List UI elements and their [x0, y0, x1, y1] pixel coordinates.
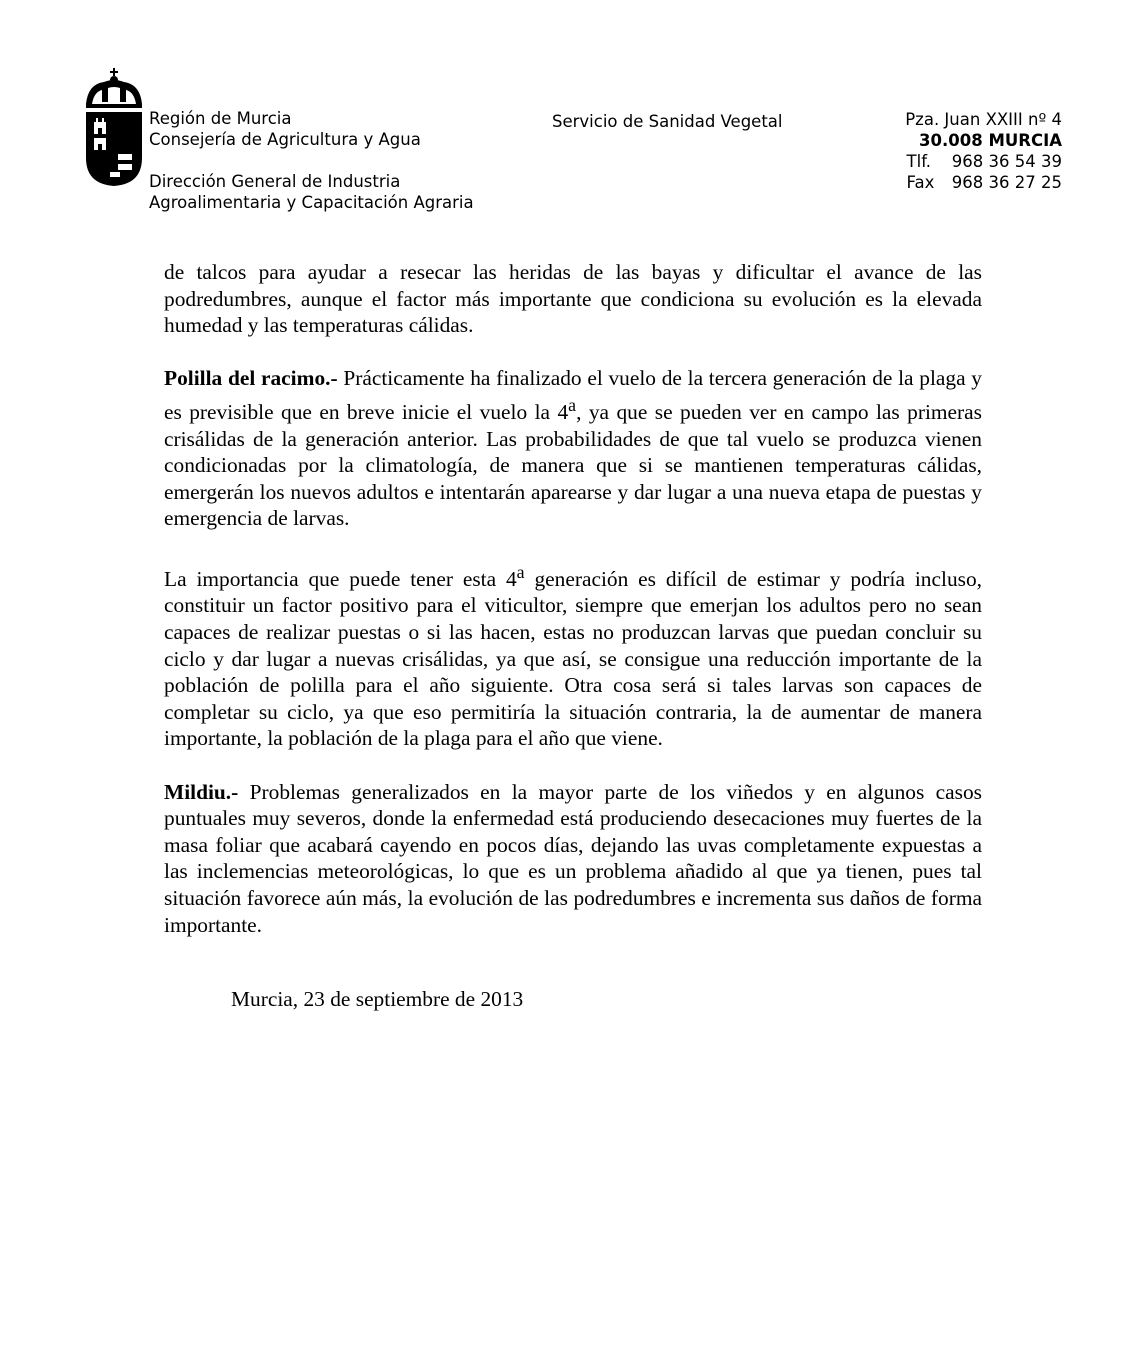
- polilla-text-1: Prácticamente ha finalizado el vuelo de la tercera generación de la plaga y es previsible que en breve inicie el vuelo la 4: [164, 366, 982, 425]
- address-city: 30.008 MURCIA: [919, 131, 1062, 150]
- org-region: Región de Murcia: [149, 109, 292, 128]
- address-phone: [905, 151, 1062, 172]
- fax-label: Fax: [906, 173, 935, 192]
- org-directorate-cont: Agroalimentaria y Capacitación Agraria: [149, 193, 474, 212]
- importancia-text-1: La importancia que puede tener esta 4: [164, 566, 517, 591]
- phone-label: Tlf.: [906, 152, 932, 171]
- paragraph-mildiu: [164, 779, 982, 939]
- importancia-superscript: a: [516, 561, 525, 582]
- signoff-date: Murcia, 23 de septiembre de 2013: [231, 987, 524, 1011]
- address-street: Pza. Juan XXIII nº 4: [905, 110, 1062, 129]
- org-directorate: Dirección General de Industria: [149, 172, 401, 191]
- header-service: Servicio de Sanidad Vegetal: [552, 112, 783, 131]
- phone-number: 968 36 54 39: [951, 152, 1062, 171]
- header-organization: [149, 108, 474, 213]
- polilla-text-2: , ya que se pueden ver en campo las primeras crisálidas de la generación anterior. Las probabilidades de que tal vuelo se produzca vienen condicionadas por la climatología, de manera que si se mantienen temperaturas cálidas, emergerán los nuevos adultos e intentarán aparearse y dar lugar a una nueva etapa de puestas y emergencia de larvas.: [164, 400, 982, 531]
- org-department: Consejería de Agricultura y Agua: [149, 130, 421, 149]
- region-coat-of-arms-icon: [82, 68, 146, 188]
- document-body: [164, 259, 982, 965]
- importancia-text-2: generación es difícil de estimar y podría incluso, constituir un factor positivo para el viticultor, siempre que emerjan los adultos pero no sean capaces de realizar puestas o si las hacen, estas no produzcan larvas que puedan concluir su ciclo y dar lugar a nuevas crisálidas, ya que así, se consigue una reducción importante de la población de polilla para el año siguiente. Otra cosa será si tales larvas son capaces de completar su ciclo, ya que eso permitiría la situación contraria, la de aumentar de manera importante, la población de la plaga para el año que viene.: [164, 566, 983, 751]
- paragraph-importancia: [164, 559, 982, 752]
- mildiu-heading: Mildiu.-: [164, 779, 239, 804]
- paragraph-talcos: de talcos para ayudar a resecar las heridas de las bayas y dificultar el avance de las podredumbres, aunque el factor más importante que condiciona su evolución es la elevada humedad y las temperaturas cálidas.: [164, 260, 982, 338]
- mildiu-text: Problemas generalizados en la mayor parte de los viñedos y en algunos casos puntuales muy severos, donde la enfermedad está produciendo desecaciones muy fuertes de la masa foliar que acabará cayendo en pocos días, dejando las uvas completamente expuestas a las inclemencias meteorológicas, lo que es un problema añadido al que ya tienen, pues tal situación favorece aún más, la evolución de las podredumbres e incrementa sus daños de forma importante.: [164, 779, 982, 937]
- polilla-superscript: a: [568, 394, 577, 415]
- header-address: [905, 109, 1062, 193]
- polilla-heading: Polilla del racimo.-: [164, 366, 338, 391]
- paragraph-polilla: [164, 365, 982, 532]
- fax-number: 968 36 27 25: [951, 173, 1062, 192]
- address-fax: [905, 172, 1062, 193]
